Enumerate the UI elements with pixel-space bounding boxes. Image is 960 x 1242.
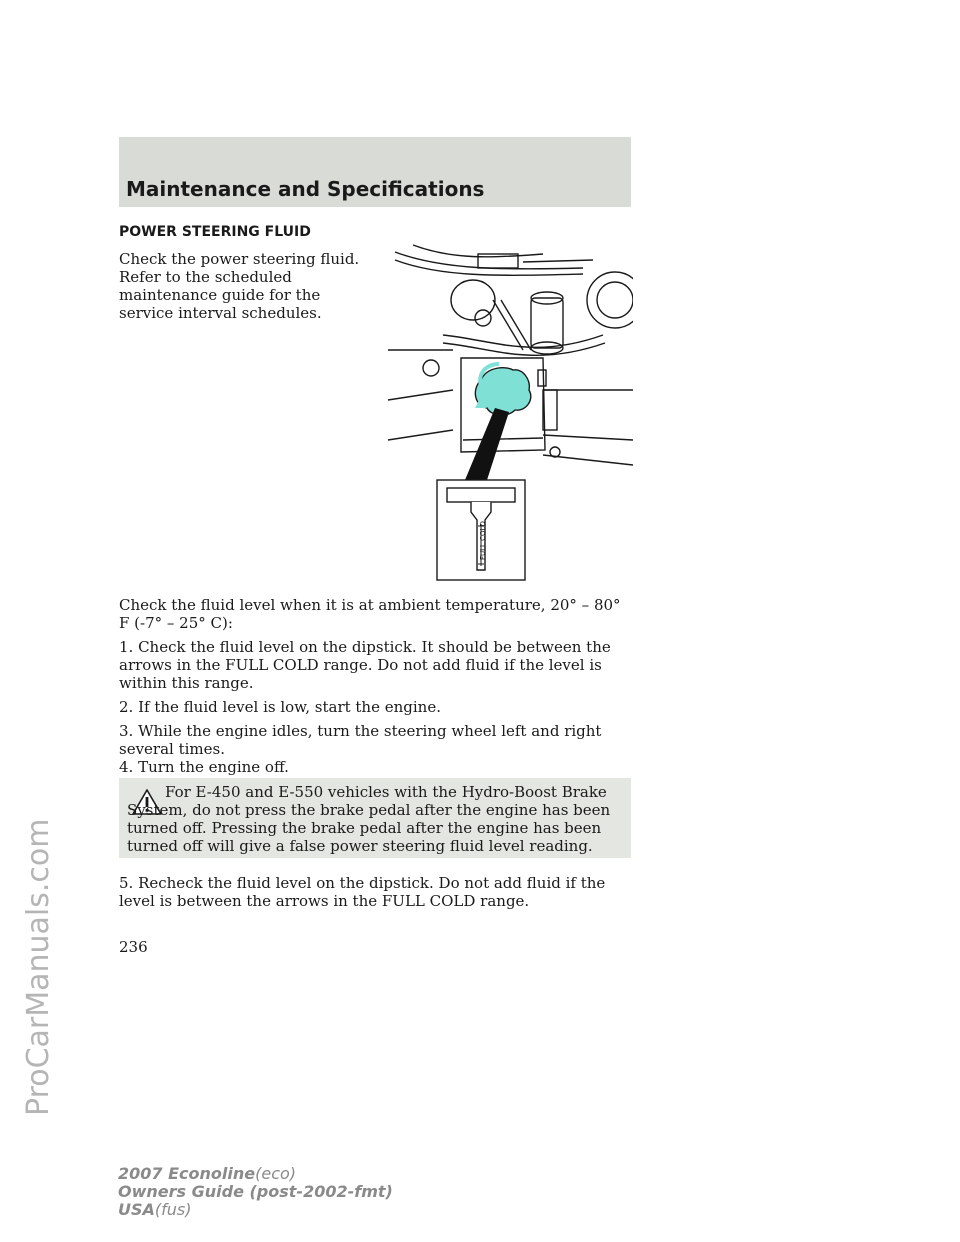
intro-paragraph: Check the power steering fluid. Refer to the scheduled maintenance guide for the service interval schedules.	[119, 250, 360, 322]
warning-box	[119, 778, 631, 858]
footer-guide: Owners Guide (post-2002-fmt)	[118, 1182, 393, 1201]
document-footer	[118, 1165, 393, 1219]
temperature-paragraph: Check the fluid level when it is at ambient temperature, 20° – 80° F (-7° – 25° C):	[119, 596, 621, 632]
footer-market: USA	[118, 1200, 155, 1219]
step-5: 5. Recheck the fluid level on the dipstick. Do not add fluid if the level is between the arrows in the FULL COLD range.	[119, 874, 606, 910]
warning-text: For E-450 and E-550 vehicles with the Hydro-Boost Brake System, do not press the brake pedal after the engine has been turned off. Pressing the brake pedal after the engine has been turned off will give a false power steering fluid level reading.	[127, 783, 611, 855]
step-4: 4. Turn the engine off.	[119, 758, 289, 776]
dipstick-label: FULL COLD	[479, 521, 487, 560]
step-3: 3. While the engine idles, turn the steering wheel left and right several times.	[119, 722, 602, 758]
page-title: Maintenance and Specifications	[126, 177, 485, 201]
footer-market-code: (fus)	[154, 1200, 192, 1219]
step-2: 2. If the fluid level is low, start the engine.	[119, 698, 441, 716]
footer-model: 2007 Econoline	[118, 1164, 256, 1183]
watermark-text: ProCarManuals.com	[21, 818, 56, 1116]
page-number: 236	[119, 938, 148, 956]
footer-model-code: (eco)	[255, 1164, 297, 1183]
power-steering-reservoir-illustration	[383, 240, 633, 585]
step-1: 1. Check the fluid level on the dipstick. It should be between the arrows in the FULL COLD range. Do not add fluid if the level is within this range.	[119, 638, 611, 692]
watermark	[2, 400, 62, 1120]
section-heading: POWER STEERING FLUID	[119, 224, 311, 240]
